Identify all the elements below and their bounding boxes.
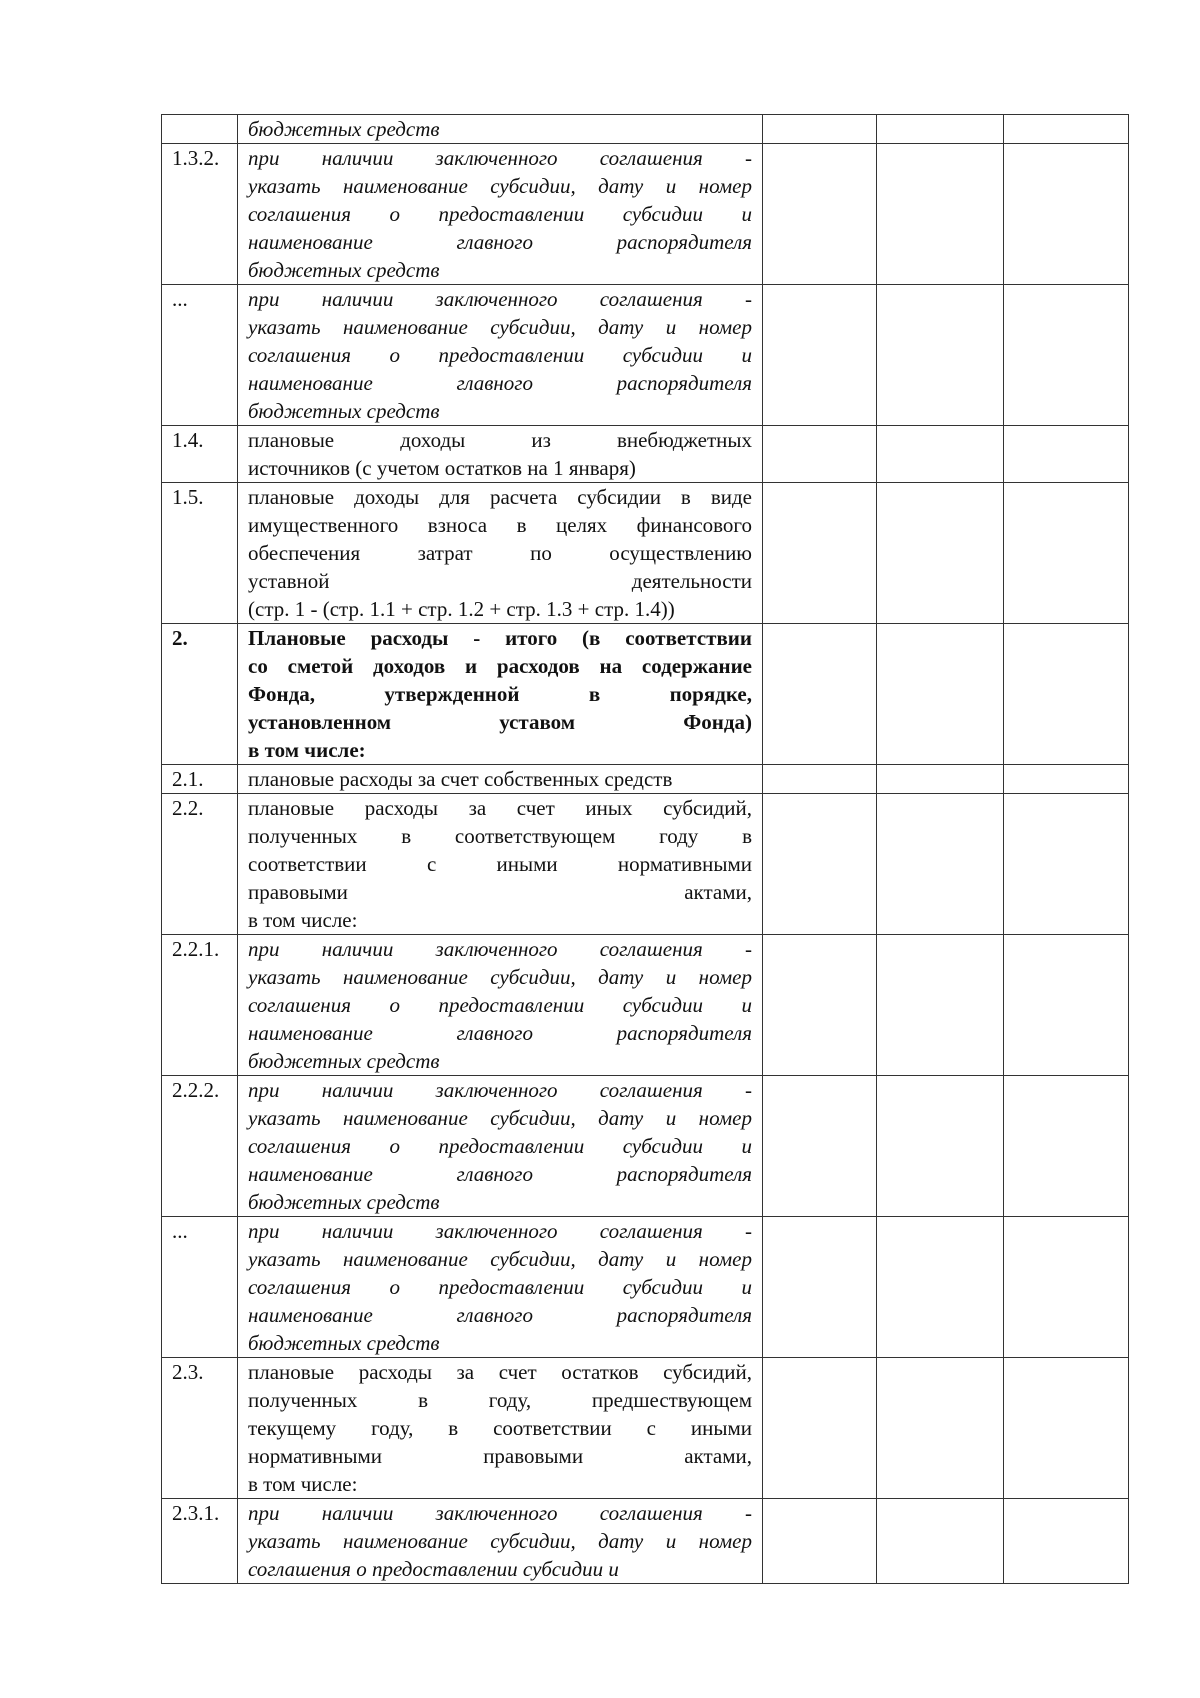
- value-col-2-cell: [877, 1076, 1004, 1217]
- value-col-3-cell: [1004, 1076, 1129, 1217]
- value-col-2-cell: [877, 1358, 1004, 1499]
- description-line: соглашения о предоставлении субсидии и: [248, 993, 752, 1017]
- row-number: 2.2.2.: [162, 1076, 238, 1217]
- table-row: [162, 624, 1129, 765]
- row-number: ...: [162, 1217, 238, 1358]
- description-line: плановые доходы из внебюджетных: [248, 428, 752, 452]
- value-col-1-cell: [763, 624, 877, 765]
- row-description: [238, 115, 763, 144]
- description-line: наименование главного распорядителя: [248, 371, 752, 395]
- row-number: [162, 115, 238, 144]
- value-col-2-cell: [877, 1499, 1004, 1584]
- row-number: ...: [162, 285, 238, 426]
- description-line: соглашения о предоставлении субсидии и: [248, 1134, 752, 1158]
- description-line: в том числе:: [248, 1472, 358, 1496]
- description-line: при наличии заключенного соглашения -: [248, 1219, 752, 1243]
- description-line: бюджетных средств: [248, 258, 440, 282]
- table-row: [162, 426, 1129, 483]
- description-line: бюджетных средств: [248, 399, 440, 423]
- row-description: [238, 1076, 763, 1217]
- table-row: [162, 765, 1129, 794]
- value-col-1-cell: [763, 1499, 877, 1584]
- row-description: [238, 426, 763, 483]
- row-description: [238, 765, 763, 794]
- row-description: [238, 794, 763, 935]
- description-line: при наличии заключенного соглашения -: [248, 937, 752, 961]
- table-row: [162, 1499, 1129, 1584]
- description-line: указать наименование субсидии, дату и номер: [248, 315, 752, 339]
- description-line: указать наименование субсидии, дату и номер: [248, 174, 752, 198]
- value-col-2-cell: [877, 483, 1004, 624]
- table-row: [162, 1358, 1129, 1499]
- description-line: при наличии заключенного соглашения -: [248, 287, 752, 311]
- table-row: [162, 1217, 1129, 1358]
- value-col-2-cell: [877, 144, 1004, 285]
- table-row: [162, 483, 1129, 624]
- value-col-1-cell: [763, 144, 877, 285]
- description-line: указать наименование субсидии, дату и номер: [248, 1106, 752, 1130]
- description-line: обеспечения затрат по осуществлению: [248, 541, 752, 565]
- value-col-3-cell: [1004, 794, 1129, 935]
- row-description: [238, 1217, 763, 1358]
- row-number: 2.1.: [162, 765, 238, 794]
- value-col-3-cell: [1004, 115, 1129, 144]
- table-row: [162, 115, 1129, 144]
- description-line: наименование главного распорядителя: [248, 1021, 752, 1045]
- description-line: соглашения о предоставлении субсидии и: [248, 202, 752, 226]
- value-col-2-cell: [877, 115, 1004, 144]
- row-description: [238, 285, 763, 426]
- description-line: текущему году, в соответствии с иными: [248, 1416, 752, 1440]
- description-line: плановые расходы за счет остатков субсидий,: [248, 1360, 752, 1384]
- description-line: полученных в году, предшествующем: [248, 1388, 752, 1412]
- value-col-3-cell: [1004, 765, 1129, 794]
- row-number: 1.3.2.: [162, 144, 238, 285]
- row-description: [238, 935, 763, 1076]
- description-line: соглашения о предоставлении субсидии и: [248, 1275, 752, 1299]
- row-description: [238, 144, 763, 285]
- description-line: бюджетных средств: [248, 1190, 440, 1214]
- description-line: бюджетных средств: [248, 117, 440, 141]
- description-line: наименование главного распорядителя: [248, 1162, 752, 1186]
- table-row: [162, 935, 1129, 1076]
- description-line: при наличии заключенного соглашения -: [248, 146, 752, 170]
- row-number: 1.5.: [162, 483, 238, 624]
- value-col-2-cell: [877, 935, 1004, 1076]
- description-line: соглашения о предоставлении субсидии и: [248, 343, 752, 367]
- row-number: 2.: [162, 624, 238, 765]
- description-line: уставной деятельности: [248, 569, 752, 593]
- row-description: [238, 1358, 763, 1499]
- table-body: [162, 115, 1129, 1584]
- value-col-1-cell: [763, 426, 877, 483]
- value-col-2-cell: [877, 794, 1004, 935]
- row-number: 2.2.1.: [162, 935, 238, 1076]
- description-line: полученных в соответствующем году в: [248, 824, 752, 848]
- value-col-1-cell: [763, 1358, 877, 1499]
- row-description: [238, 624, 763, 765]
- description-line: указать наименование субсидии, дату и номер: [248, 1529, 752, 1553]
- row-number: 2.3.: [162, 1358, 238, 1499]
- description-line: (стр. 1 - (стр. 1.1 + стр. 1.2 + стр. 1.3 + стр. 1.4)): [248, 597, 675, 621]
- row-number: 2.2.: [162, 794, 238, 935]
- value-col-2-cell: [877, 624, 1004, 765]
- value-col-1-cell: [763, 1217, 877, 1358]
- value-col-3-cell: [1004, 426, 1129, 483]
- description-line: наименование главного распорядителя: [248, 230, 752, 254]
- value-col-3-cell: [1004, 483, 1129, 624]
- description-line: Фонда, утвержденной в порядке,: [248, 682, 752, 706]
- value-col-3-cell: [1004, 1499, 1129, 1584]
- value-col-2-cell: [877, 426, 1004, 483]
- value-col-1-cell: [763, 794, 877, 935]
- value-col-3-cell: [1004, 1358, 1129, 1499]
- description-line: нормативными правовыми актами,: [248, 1444, 752, 1468]
- description-line: плановые расходы за счет собственных средств: [248, 767, 673, 791]
- description-line: указать наименование субсидии, дату и номер: [248, 965, 752, 989]
- value-col-1-cell: [763, 935, 877, 1076]
- value-col-3-cell: [1004, 285, 1129, 426]
- table-row: [162, 144, 1129, 285]
- value-col-3-cell: [1004, 144, 1129, 285]
- row-description: [238, 1499, 763, 1584]
- table-row: [162, 285, 1129, 426]
- value-col-3-cell: [1004, 1217, 1129, 1358]
- value-col-3-cell: [1004, 624, 1129, 765]
- table-row: [162, 1076, 1129, 1217]
- description-line: в том числе:: [248, 908, 358, 932]
- description-line: наименование главного распорядителя: [248, 1303, 752, 1327]
- value-col-1-cell: [763, 1076, 877, 1217]
- description-line: указать наименование субсидии, дату и номер: [248, 1247, 752, 1271]
- budget-table: [161, 114, 1129, 1584]
- description-line: соглашения о предоставлении субсидии и: [248, 1557, 619, 1581]
- row-description: [238, 483, 763, 624]
- value-col-1-cell: [763, 483, 877, 624]
- row-number: 2.3.1.: [162, 1499, 238, 1584]
- description-line: при наличии заключенного соглашения -: [248, 1078, 752, 1102]
- description-line: Плановые расходы - итого (в соответствии: [248, 626, 752, 650]
- row-number: 1.4.: [162, 426, 238, 483]
- value-col-1-cell: [763, 765, 877, 794]
- value-col-1-cell: [763, 115, 877, 144]
- description-line: плановые расходы за счет иных субсидий,: [248, 796, 752, 820]
- table-row: [162, 794, 1129, 935]
- description-line: установленном уставом Фонда): [248, 710, 752, 734]
- description-line: соответствии с иными нормативными: [248, 852, 752, 876]
- value-col-2-cell: [877, 285, 1004, 426]
- value-col-2-cell: [877, 1217, 1004, 1358]
- description-line: в том числе:: [248, 738, 366, 762]
- description-line: со сметой доходов и расходов на содержание: [248, 654, 752, 678]
- description-line: источников (с учетом остатков на 1 января): [248, 456, 636, 480]
- description-line: бюджетных средств: [248, 1331, 440, 1355]
- description-line: бюджетных средств: [248, 1049, 440, 1073]
- description-line: правовыми актами,: [248, 880, 752, 904]
- description-line: при наличии заключенного соглашения -: [248, 1501, 752, 1525]
- value-col-3-cell: [1004, 935, 1129, 1076]
- value-col-2-cell: [877, 765, 1004, 794]
- description-line: имущественного взноса в целях финансового: [248, 513, 752, 537]
- value-col-1-cell: [763, 285, 877, 426]
- description-line: плановые доходы для расчета субсидии в виде: [248, 485, 752, 509]
